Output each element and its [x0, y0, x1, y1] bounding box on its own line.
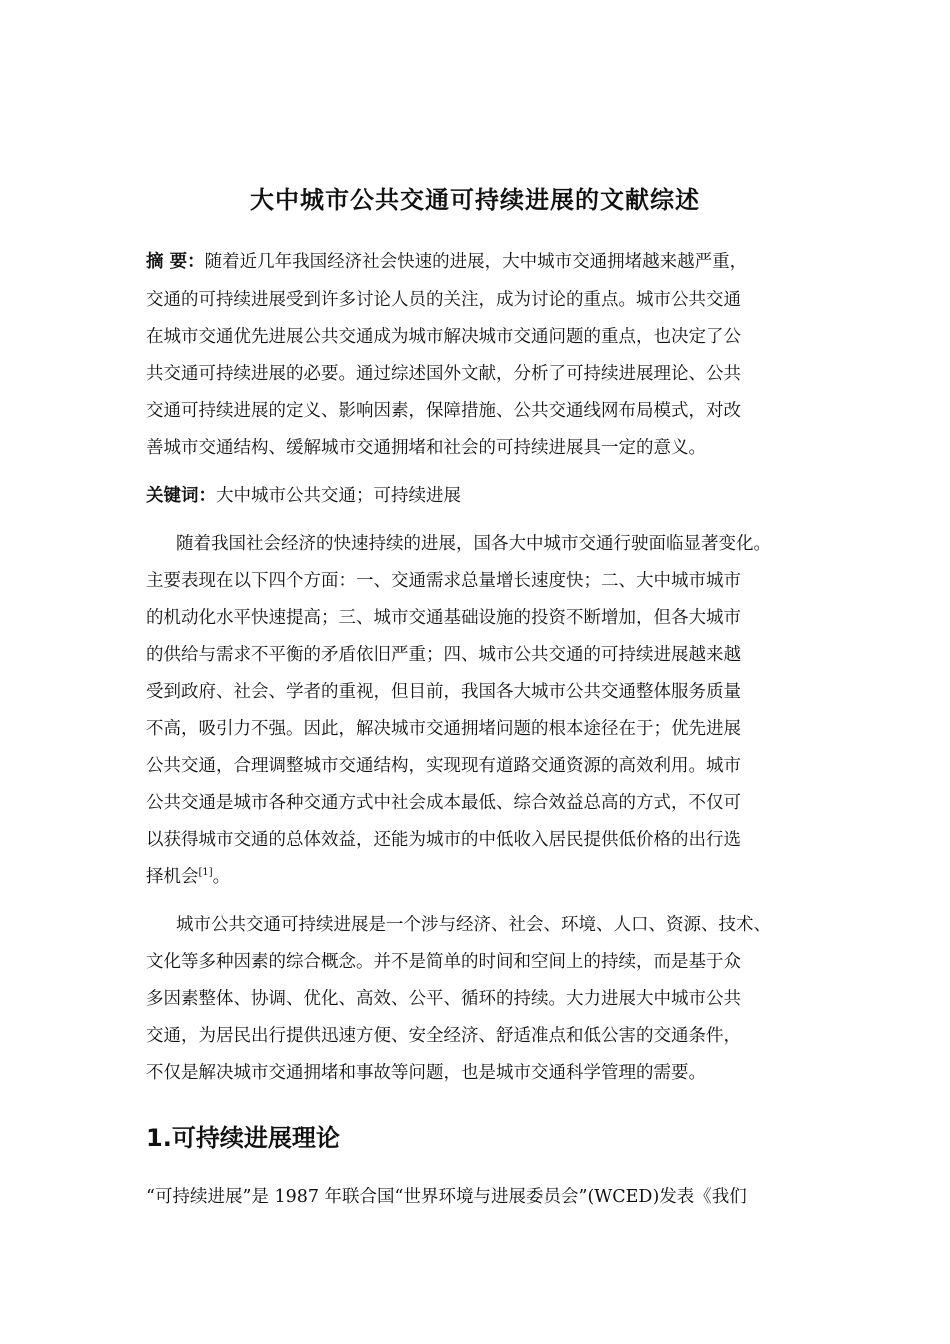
document-title: 大中城市公共交通可持续进展的文献综述 — [250, 186, 700, 214]
abstract-line-3: 在城市交通优先进展公共交通成为城市解决城市交通问题的重点，也决定了公 — [146, 327, 741, 347]
abstract-line-5: 交通可持续进展的定义、影响因素，保障措施、公共交通线网布局模式，对改 — [146, 401, 741, 421]
paragraph1-line-9: 以获得城市交通的总体效益，还能为城市的中低收入居民提供低价格的出行选 — [146, 830, 741, 850]
abstract-line-4: 共交通可持续进展的必要。通过综述国外文献，分析了可持续进展理论、公共 — [146, 364, 741, 384]
paragraph1-line-1: 随着我国社会经济的快速持续的进展，国各大中城市交通行驶面临显著变化。 — [176, 534, 771, 554]
paragraph1-line-7: 公共交通，合理调整城市交通结构，实现现有道路交通资源的高效利用。城市 — [146, 756, 741, 776]
abstract-line-2: 交通的可持续进展受到许多讨论人员的关注，成为讨论的重点。城市公共交通 — [146, 290, 741, 310]
paragraph1-line-3: 的机动化水平快速提高；三、城市交通基础设施的投资不断增加，但各大城市 — [146, 608, 741, 628]
paragraph1-line-5: 受到政府、社会、学者的重视，但目前，我国各大城市公共交通整体服务质量 — [146, 682, 741, 702]
abstract-text-1: 随着近几年我国经济社会快速的进展，大中城市交通拥堵越来越严重， — [204, 252, 748, 272]
paragraph2-line-3: 多因素整体、协调、优化、高效、公平、循环的持续。大力进展大中城市公共 — [146, 989, 741, 1009]
abstract-line-1 — [146, 250, 747, 274]
paragraph1-line-2: 主要表现在以下四个方面：一、交通需求总量增长速度快；二、大中城市城市 — [146, 571, 741, 591]
section-heading: 1.可持续进展理论 — [146, 1124, 340, 1152]
paragraph2-line-2: 文化等多种因素的综合概念。并不是简单的时间和空间上的持续，而是基于众 — [146, 952, 741, 972]
keywords-text: 大中城市公共交通；可持续进展 — [216, 486, 461, 506]
paragraph2-line-1: 城市公共交通可持续进展是一个涉与经济、社会、环境、人口、资源、技术、 — [176, 915, 771, 935]
citation-ref: [1] — [198, 867, 213, 879]
paragraph1-line-4: 的供给与需求不平衡的矛盾依旧严重；四、城市公共交通的可持续进展越来越 — [146, 645, 741, 665]
paragraph1-last-text: 择机会 — [146, 867, 199, 887]
abstract-label: 摘 要： — [146, 252, 205, 272]
paragraph1-line-8: 公共交通是城市各种交通方式中社会成本最低、综合效益总高的方式，不仅可 — [146, 793, 741, 813]
abstract-line-6: 善城市交通结构、缓解城市交通拥堵和社会的可持续进展具一定的意义。 — [146, 438, 706, 458]
paragraph1-line-6: 不高，吸引力不强。因此，解决城市交通拥堵问题的根本途径在于；优先进展 — [146, 719, 741, 739]
keywords-line — [146, 484, 461, 508]
paragraph1-last-punct: 。 — [212, 867, 231, 887]
section1-line-1: “可持续进展”是 1987 年联合国“世界环境与进展委员会”(WCED)发表《我们 — [146, 1187, 747, 1207]
paragraph2-line-4: 交通，为居民出行提供迅速方便、安全经济、舒适准点和低公害的交通条件， — [146, 1026, 741, 1046]
paragraph1-line-10 — [146, 865, 230, 889]
paragraph2-line-5: 不仅是解决城市交通拥堵和事故等问题，也是城市交通科学管理的需要。 — [146, 1063, 706, 1083]
keywords-label: 关键词： — [146, 486, 216, 506]
